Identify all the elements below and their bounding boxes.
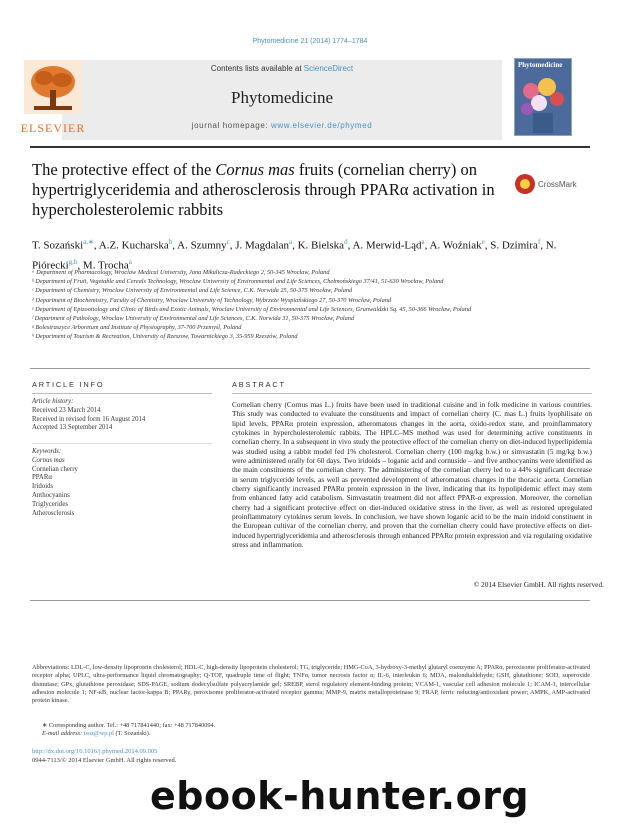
- crossmark-label: CrossMark: [538, 179, 577, 189]
- homepage-prefix: journal homepage:: [191, 121, 272, 130]
- affiliations: [32, 268, 588, 342]
- homepage-link[interactable]: www.elsevier.de/phymed: [271, 121, 373, 130]
- affiliation-item: ᵇ Department of Fruit, Vegetable and Cereals Technology, Wroclaw University of Environmental and Life Sciences, Chełmońskiego 37/41, 51-630 Wrocław, Poland: [32, 278, 444, 286]
- author-separator: ,: [229, 239, 236, 252]
- title-end: fruits (cornelian cherry) on hypertriglyceridemia and atherosclerosis through PPARα activation in hypercholesterolemic rabbits: [32, 160, 495, 219]
- keyword-item: Cornelian cherry: [32, 465, 78, 473]
- author-name: A. Szumny: [177, 239, 227, 252]
- sciencedirect-link[interactable]: ScienceDirect: [303, 64, 354, 73]
- author-affiliation-marker[interactable]: g,h: [68, 257, 78, 266]
- article-title: [32, 160, 502, 220]
- keywords-rule: [32, 443, 212, 444]
- journal-title: Phytomedicine: [231, 88, 333, 107]
- header-rule: [30, 146, 590, 148]
- cover-title: Phytomedicine: [518, 61, 563, 69]
- corresponding-author: [42, 722, 590, 739]
- affiliation-item: ᵃ Department of Pharmacology, Wroclaw Medical University, Jana Mikulicza-Radeckiego 2, 50-345 Wrocław, Poland: [32, 269, 330, 276]
- article-history: [32, 398, 212, 433]
- doi-block: [32, 748, 332, 765]
- author-name: N. Piórecki: [32, 239, 557, 272]
- history-item: Received in revised form 16 August 2014: [32, 415, 146, 423]
- abstract-rule: [232, 393, 592, 394]
- keywords-heading: Keywords:: [32, 448, 62, 455]
- author-affiliation-marker[interactable]: b: [168, 238, 173, 246]
- author-affiliation-marker[interactable]: d: [344, 238, 348, 246]
- email-owner: (T. Sozański).: [113, 730, 151, 738]
- keyword-item: Atherosclerosis: [32, 509, 75, 517]
- abstract-end-rule: [30, 600, 590, 601]
- journal-homepage: [62, 121, 502, 130]
- author-name: A.Z. Kucharska: [98, 239, 169, 252]
- author-affiliation-marker[interactable]: a: [128, 257, 132, 266]
- keyword-item: Triglycerides: [32, 500, 68, 508]
- journal-cover-image: [514, 58, 572, 136]
- title-start: The protective effect of the: [32, 160, 216, 179]
- author-name: M. Trocha: [82, 259, 129, 272]
- author-affiliation-marker[interactable]: a: [289, 238, 293, 246]
- author-name: A. Woźniak: [429, 239, 482, 252]
- section-rule: [30, 368, 590, 369]
- publisher-logo-text: ELSEVIER: [20, 121, 86, 135]
- author-separator: ,: [424, 239, 430, 252]
- email-link[interactable]: tsoz@wp.pl: [83, 730, 114, 738]
- doi-link[interactable]: http://dx.doi.org/10.1016/j.phymed.2014.09.005: [32, 748, 158, 755]
- keyword-item: Iridoids: [32, 483, 54, 491]
- author-name: S. Dzimira: [490, 239, 538, 252]
- author-separator: ,: [540, 239, 546, 252]
- author-separator: ,: [484, 239, 491, 252]
- article-info-rule: [32, 393, 212, 394]
- abbreviations: Abbreviations: LDL-C, low-density lipoprotein cholesterol; HDL-C, high-density lipoprotein cholesterol; TG, triglyceride; HMG-CoA, 3-hydroxy-3-methyl glutaryl coenzyme A; PPARα, peroxisome proliferator-activated receptor alpha; UPLC, ultra-performance liquid chromatography; Q-TOF, quadruple time of flight; TNFα, tumor necrosis factor α; IL-6, interleukin 6; MDA, malondialdehyde; GSH, glutathione; SOD, superoxide dismutase; GPx, glutathione peroxidase; SDS-PAGE, sodium dodecylsulfate polyacrylamide gel; SREBP, sterol regulatory element-binding protein; VCAM-1, vascular cell adhesion molecule 1; ICAM-1, intercellular adhesion molecule 1; NF-κB, nuclear factor-kappa B; PPARγ, peroxisome proliferator-activated receptor gamma; MMP-9, matrix metalloproteinase 9; FRAP, ferric reducing/antioxidant power; AMPK, AMP-activated protein kinase.: [32, 664, 590, 705]
- author-separator: ,: [77, 259, 83, 272]
- author-name: A. Merwid-Ląd: [352, 239, 422, 252]
- author-name: T. Sozański: [32, 239, 84, 252]
- cover-flowers-icon: [515, 71, 571, 135]
- article-info-heading: ARTICLE INFO: [32, 380, 105, 389]
- corresponding-contact: ∗ Corresponding author. Tel.: +48 717841440; fax: +48 717840094.: [42, 722, 216, 729]
- crossmark-button[interactable]: [515, 174, 587, 196]
- author-name: J. Magdalan: [235, 239, 289, 252]
- author-separator: ,: [292, 239, 298, 252]
- author-affiliation-marker[interactable]: c: [226, 238, 230, 246]
- contents-prefix: Contents lists available at: [210, 64, 304, 73]
- contents-line: [62, 64, 502, 73]
- author-separator: ,: [172, 239, 178, 252]
- affiliation-item: ᵉ Department of Epizootiology and Clinic of Birds and Exotic Animals, Wroclaw University of Environmental and Life Sciences, Grunwaldzki Sq. 45, 50-366 Wrocław, Poland: [32, 305, 472, 313]
- crossmark-icon: [515, 174, 535, 194]
- abstract-text: Cornelian cherry (Cornus mas L.) fruits have been used in traditional cuisine and in folk medicine in various countries. This study was conducted to evaluate the constituents and impact of cornelian cherry (C. mas L.) fruits lyophilisate on lipid levels, PPARα protein expression, atheromatous changes in the aorta, oxido-redox state, and proinflammatory cytokines in hypercholesterolemic rabbits. The HPLC–MS method was used for determining active constituents in cornelian cherry. In a subsequent in vivo study the protective effect of the cornelian cherry on diet-induced hyperlipidemia was studied using a rabbit model fed 1% cholesterol. Cornelian cherry (100 mg/kg b.w.) or simvastatin (5 mg/kg b.w.) were administered orally for 60 days. Two iridoids – loganic acid and cornuside – and five anthocyanins were identified as the main constituents of the cornelian cherry. The administering of the cornelian cherry led to a 44% significant decrease in serum triglyceride levels, as well as prevented development of atheromatous changes in the thoracic aorta. Cornelian cherry significantly increased PPARα protein expression in the liver, indicating that its hypolipidemic effect may stem from enhanced fatty acid catabolism. Simvastatin treatment did not affect PPAR-α expression. Moreover, the cornelian cherry had a significant protective effect on diet-induced oxidative stress in the liver, as well as restored upregulated proinflammatory cytokines serum levels. In conclusion, we have shown loganic acid to be the main iridoid constituent in the European cultivar of the cornelian cherry, and proven that the cornelian cherry could have protective effects on diet-induced hypertriglyceridemia and atherosclerosis through enhanced PPARα protein expression and via regulating oxidative stress and inflammation.: [232, 400, 592, 550]
- abstract-heading: ABSTRACT: [232, 380, 286, 389]
- author-name: K. Bielska: [297, 239, 345, 252]
- keyword-item: Anthocyanins: [32, 491, 70, 499]
- history-heading: Article history:: [32, 398, 74, 405]
- copyright-notice: © 2014 Elsevier GmbH. All rights reserved.: [473, 580, 604, 589]
- keywords: [32, 448, 212, 518]
- watermark-text: ebook-hunter.org: [150, 774, 530, 818]
- keyword-item: Cornus mas: [32, 456, 65, 464]
- affiliation-item: ᶜ Department of Chemistry, Wroclaw University of Environmental and Life Science, C.K. Norwida 25, 50-375 Wrocław, Poland: [32, 287, 353, 295]
- history-item: Accepted 13 September 2014: [32, 424, 113, 432]
- affiliation-item: ᶠ Department of Pathology, Wroclaw University of Environmental and Life Sciences, C.K. Norwida 31, 50-375 Wrocław, Poland: [32, 315, 355, 323]
- affiliation-item: ʰ Department of Tourism & Recreation, University of Rzeszow, Towarnickiego 3, 35-959 Rzeszów, Poland: [32, 333, 298, 341]
- history-item: Received 23 March 2014: [32, 406, 101, 414]
- affiliation-item: ᵈ Department of Biochemistry, Faculty of Chemistry, Wroclaw University of Technology, Wybrzeże Wyspiańskiego 27, 50-370 Wrocław, Poland: [32, 296, 392, 304]
- email-label: E-mail address:: [42, 730, 84, 738]
- keyword-item: PPARα: [32, 474, 52, 482]
- journal-reference[interactable]: Phytomedicine 21 (2014) 1774–1784: [252, 38, 368, 45]
- author-separator: ,: [93, 239, 99, 252]
- author-affiliation-marker[interactable]: a,∗: [83, 238, 94, 246]
- title-species: Cornus mas: [215, 160, 295, 179]
- author-affiliation-marker[interactable]: e: [481, 238, 485, 246]
- author-affiliation-marker[interactable]: a: [421, 238, 425, 246]
- issn-line: 0944-7113/© 2014 Elsevier GmbH. All rights reserved.: [32, 756, 177, 764]
- author-affiliation-marker[interactable]: f: [537, 238, 541, 246]
- affiliation-item: ᵍ Bolestraszyce Arboretum and Institute of Physiography, 37-700 Przemyśl, Poland: [32, 324, 242, 332]
- author-separator: ,: [347, 239, 353, 252]
